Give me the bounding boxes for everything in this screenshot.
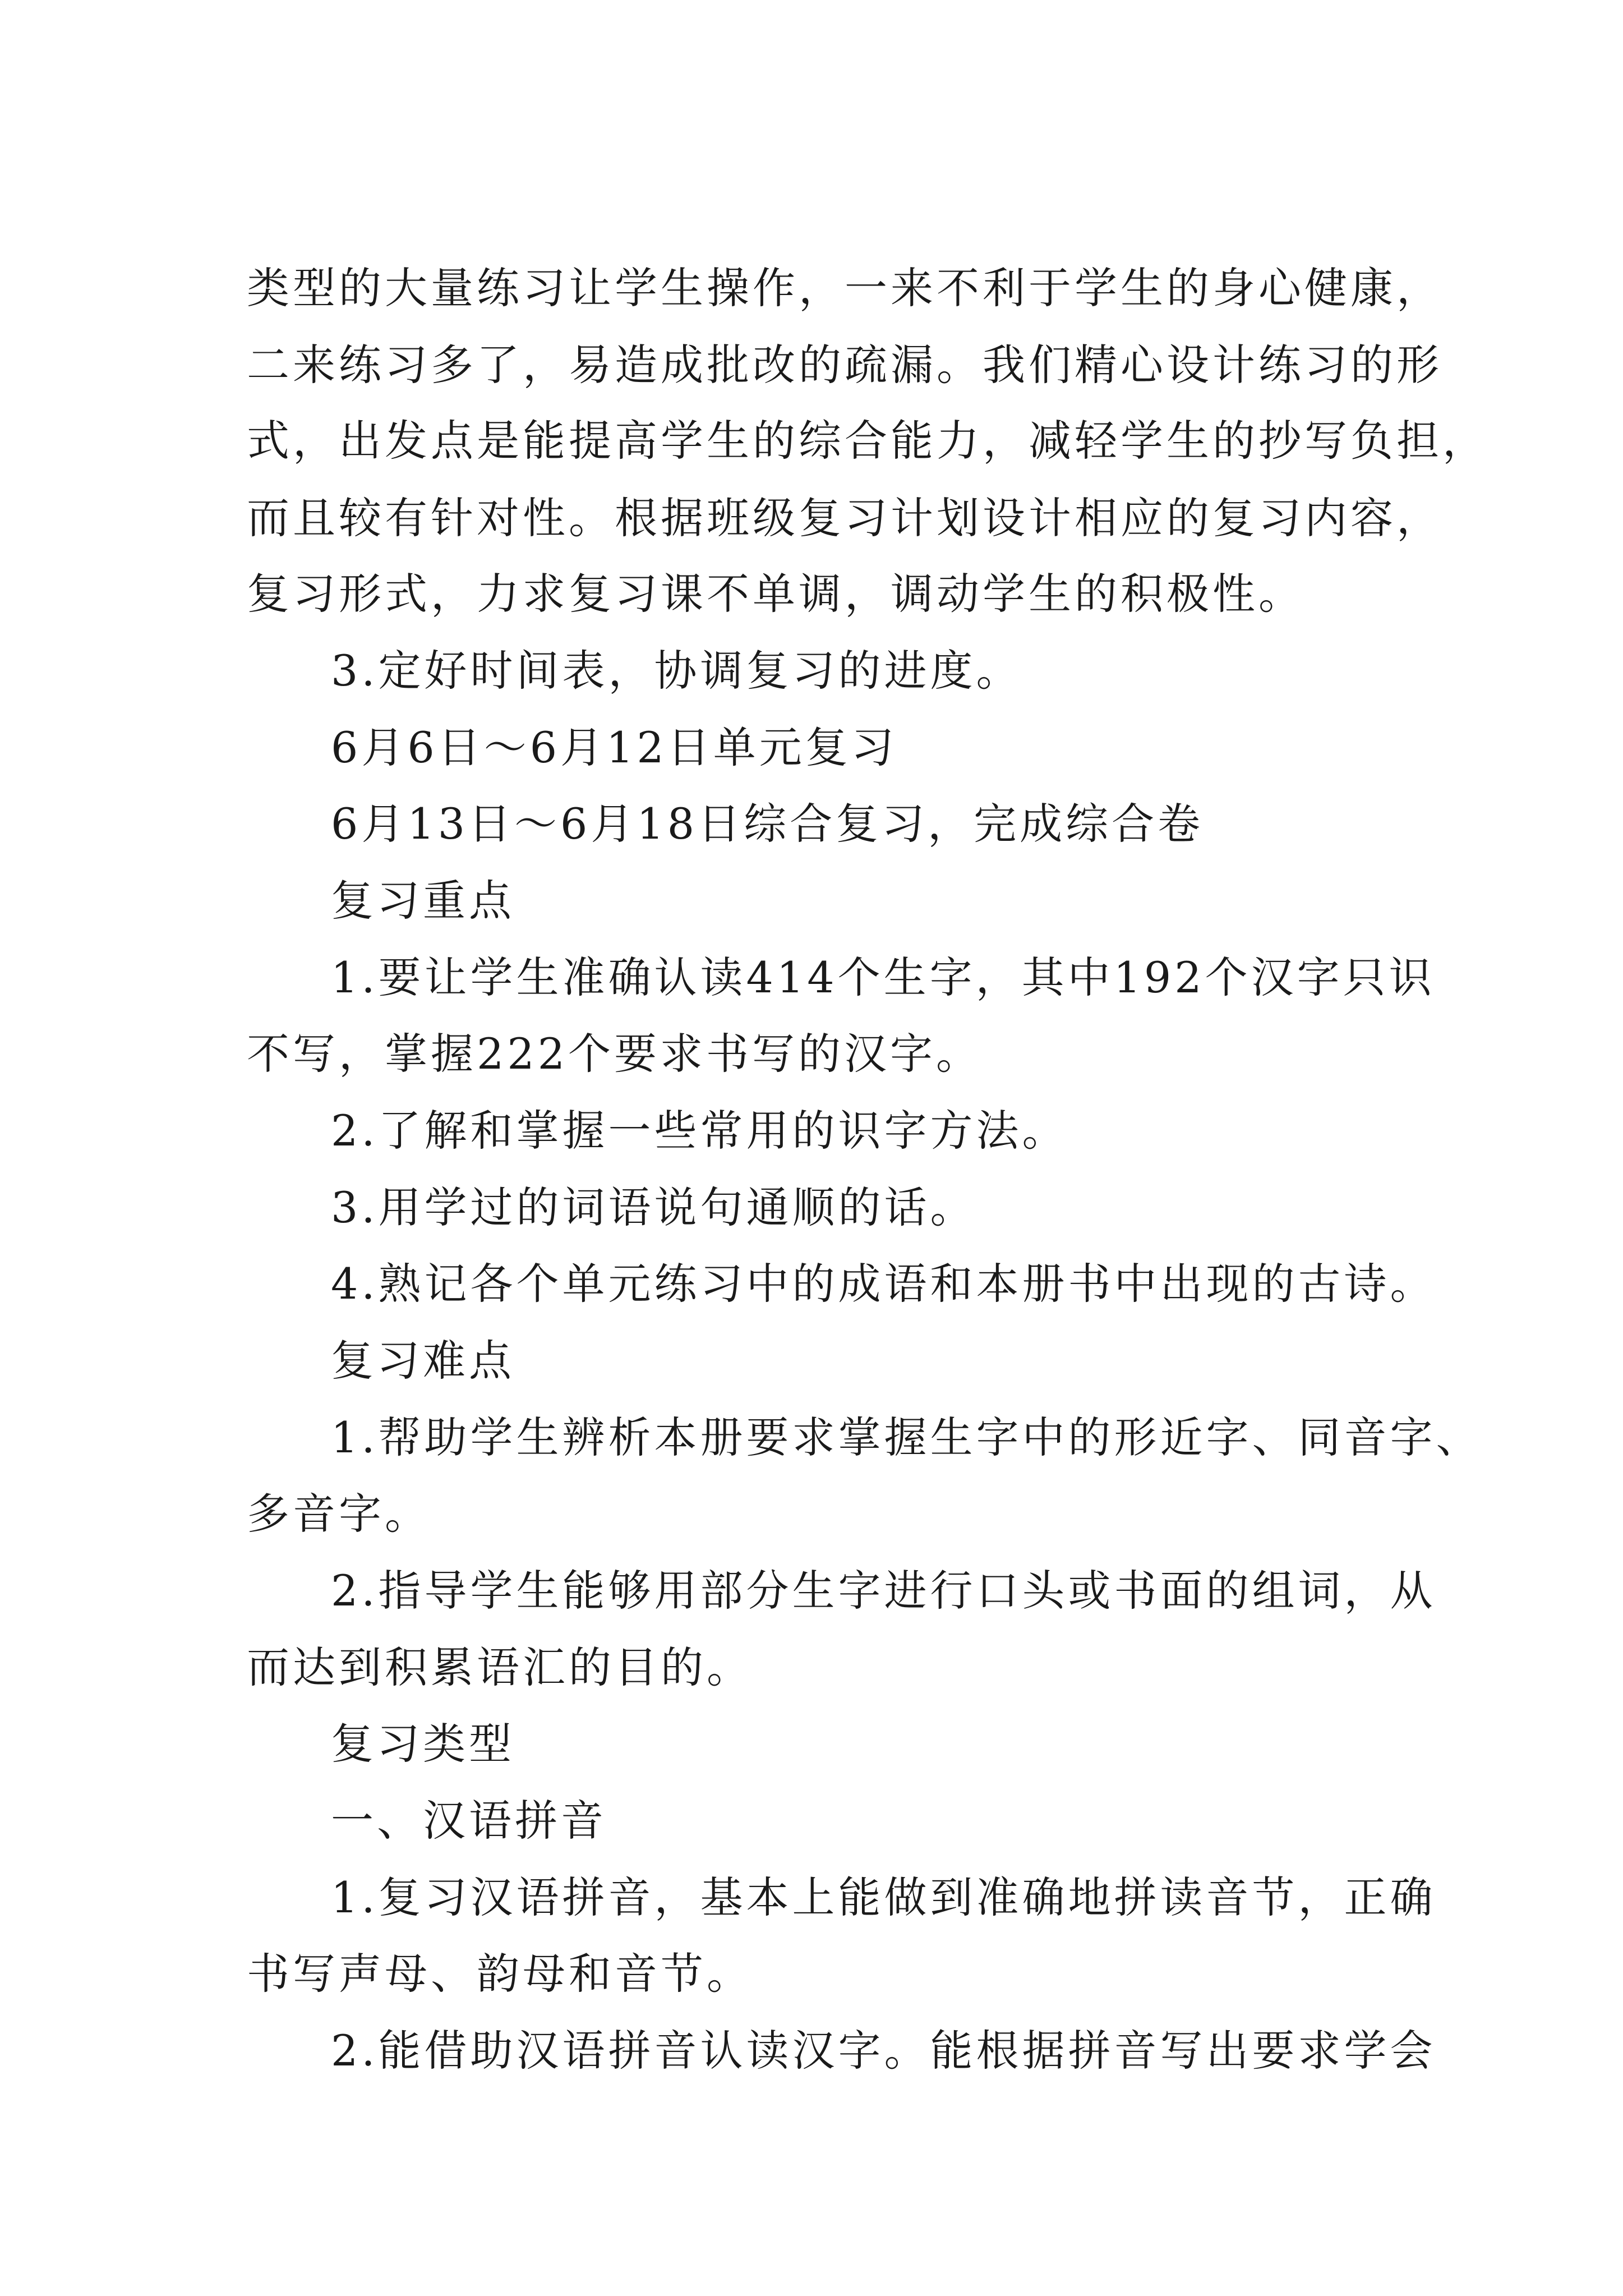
text-line: 3.定好时间表，协调复习的进度。 — [331, 646, 1022, 696]
text-line: 而且较有针对性。根据班级复习计划设计相应的复习内容， — [247, 493, 1442, 543]
text-line: 不写，掌握222个要求书写的汉字。 — [247, 1029, 983, 1079]
section-heading: 复习重点 — [331, 876, 515, 926]
text-line: 书写声母、韵母和音节。 — [247, 1949, 753, 1999]
text-line: 2.指导学生能够用部分生字进行口头或书面的组词，从 — [331, 1566, 1436, 1616]
text-line: 2.了解和掌握一些常用的识字方法。 — [331, 1106, 1068, 1156]
section-heading: 复习类型 — [331, 1719, 515, 1769]
text-line: 而达到积累语汇的目的。 — [247, 1642, 753, 1692]
text-line: 6月6日～6月12日单元复习 — [331, 723, 897, 772]
text-line: 4.熟记各个单元练习中的成语和本册书中出现的古诗。 — [331, 1259, 1436, 1309]
text-line: 复习形式，力求复习课不单调，调动学生的积极性。 — [247, 569, 1304, 619]
text-line: 6月13日～6月18日综合复习，完成综合卷 — [331, 799, 1204, 849]
section-heading: 一、汉语拼音 — [331, 1796, 607, 1846]
text-line: 式，出发点是能提高学生的综合能力，减轻学生的抄写负担， — [247, 416, 1488, 466]
text-line: 2.能借助汉语拼音认读汉字。能根据拼音写出要求学会 — [331, 2026, 1436, 2076]
text-line: 二来练习多了，易造成批改的疏漏。我们精心设计练习的形 — [247, 340, 1442, 390]
text-line: 1.复习汉语拼音，基本上能做到准确地拼读音节，正确 — [331, 1872, 1436, 1922]
text-line: 1.帮助学生辨析本册要求掌握生字中的形近字、同音字、 — [331, 1412, 1482, 1462]
section-heading: 复习难点 — [331, 1336, 515, 1386]
text-line: 多音字。 — [247, 1489, 431, 1539]
text-line: 1.要让学生准确认读414个生字，其中192个汉字只识 — [331, 953, 1435, 1002]
text-line: 3.用学过的词语说句通顺的话。 — [331, 1182, 976, 1232]
text-line: 类型的大量练习让学生操作，一来不利于学生的身心健康， — [247, 263, 1442, 313]
